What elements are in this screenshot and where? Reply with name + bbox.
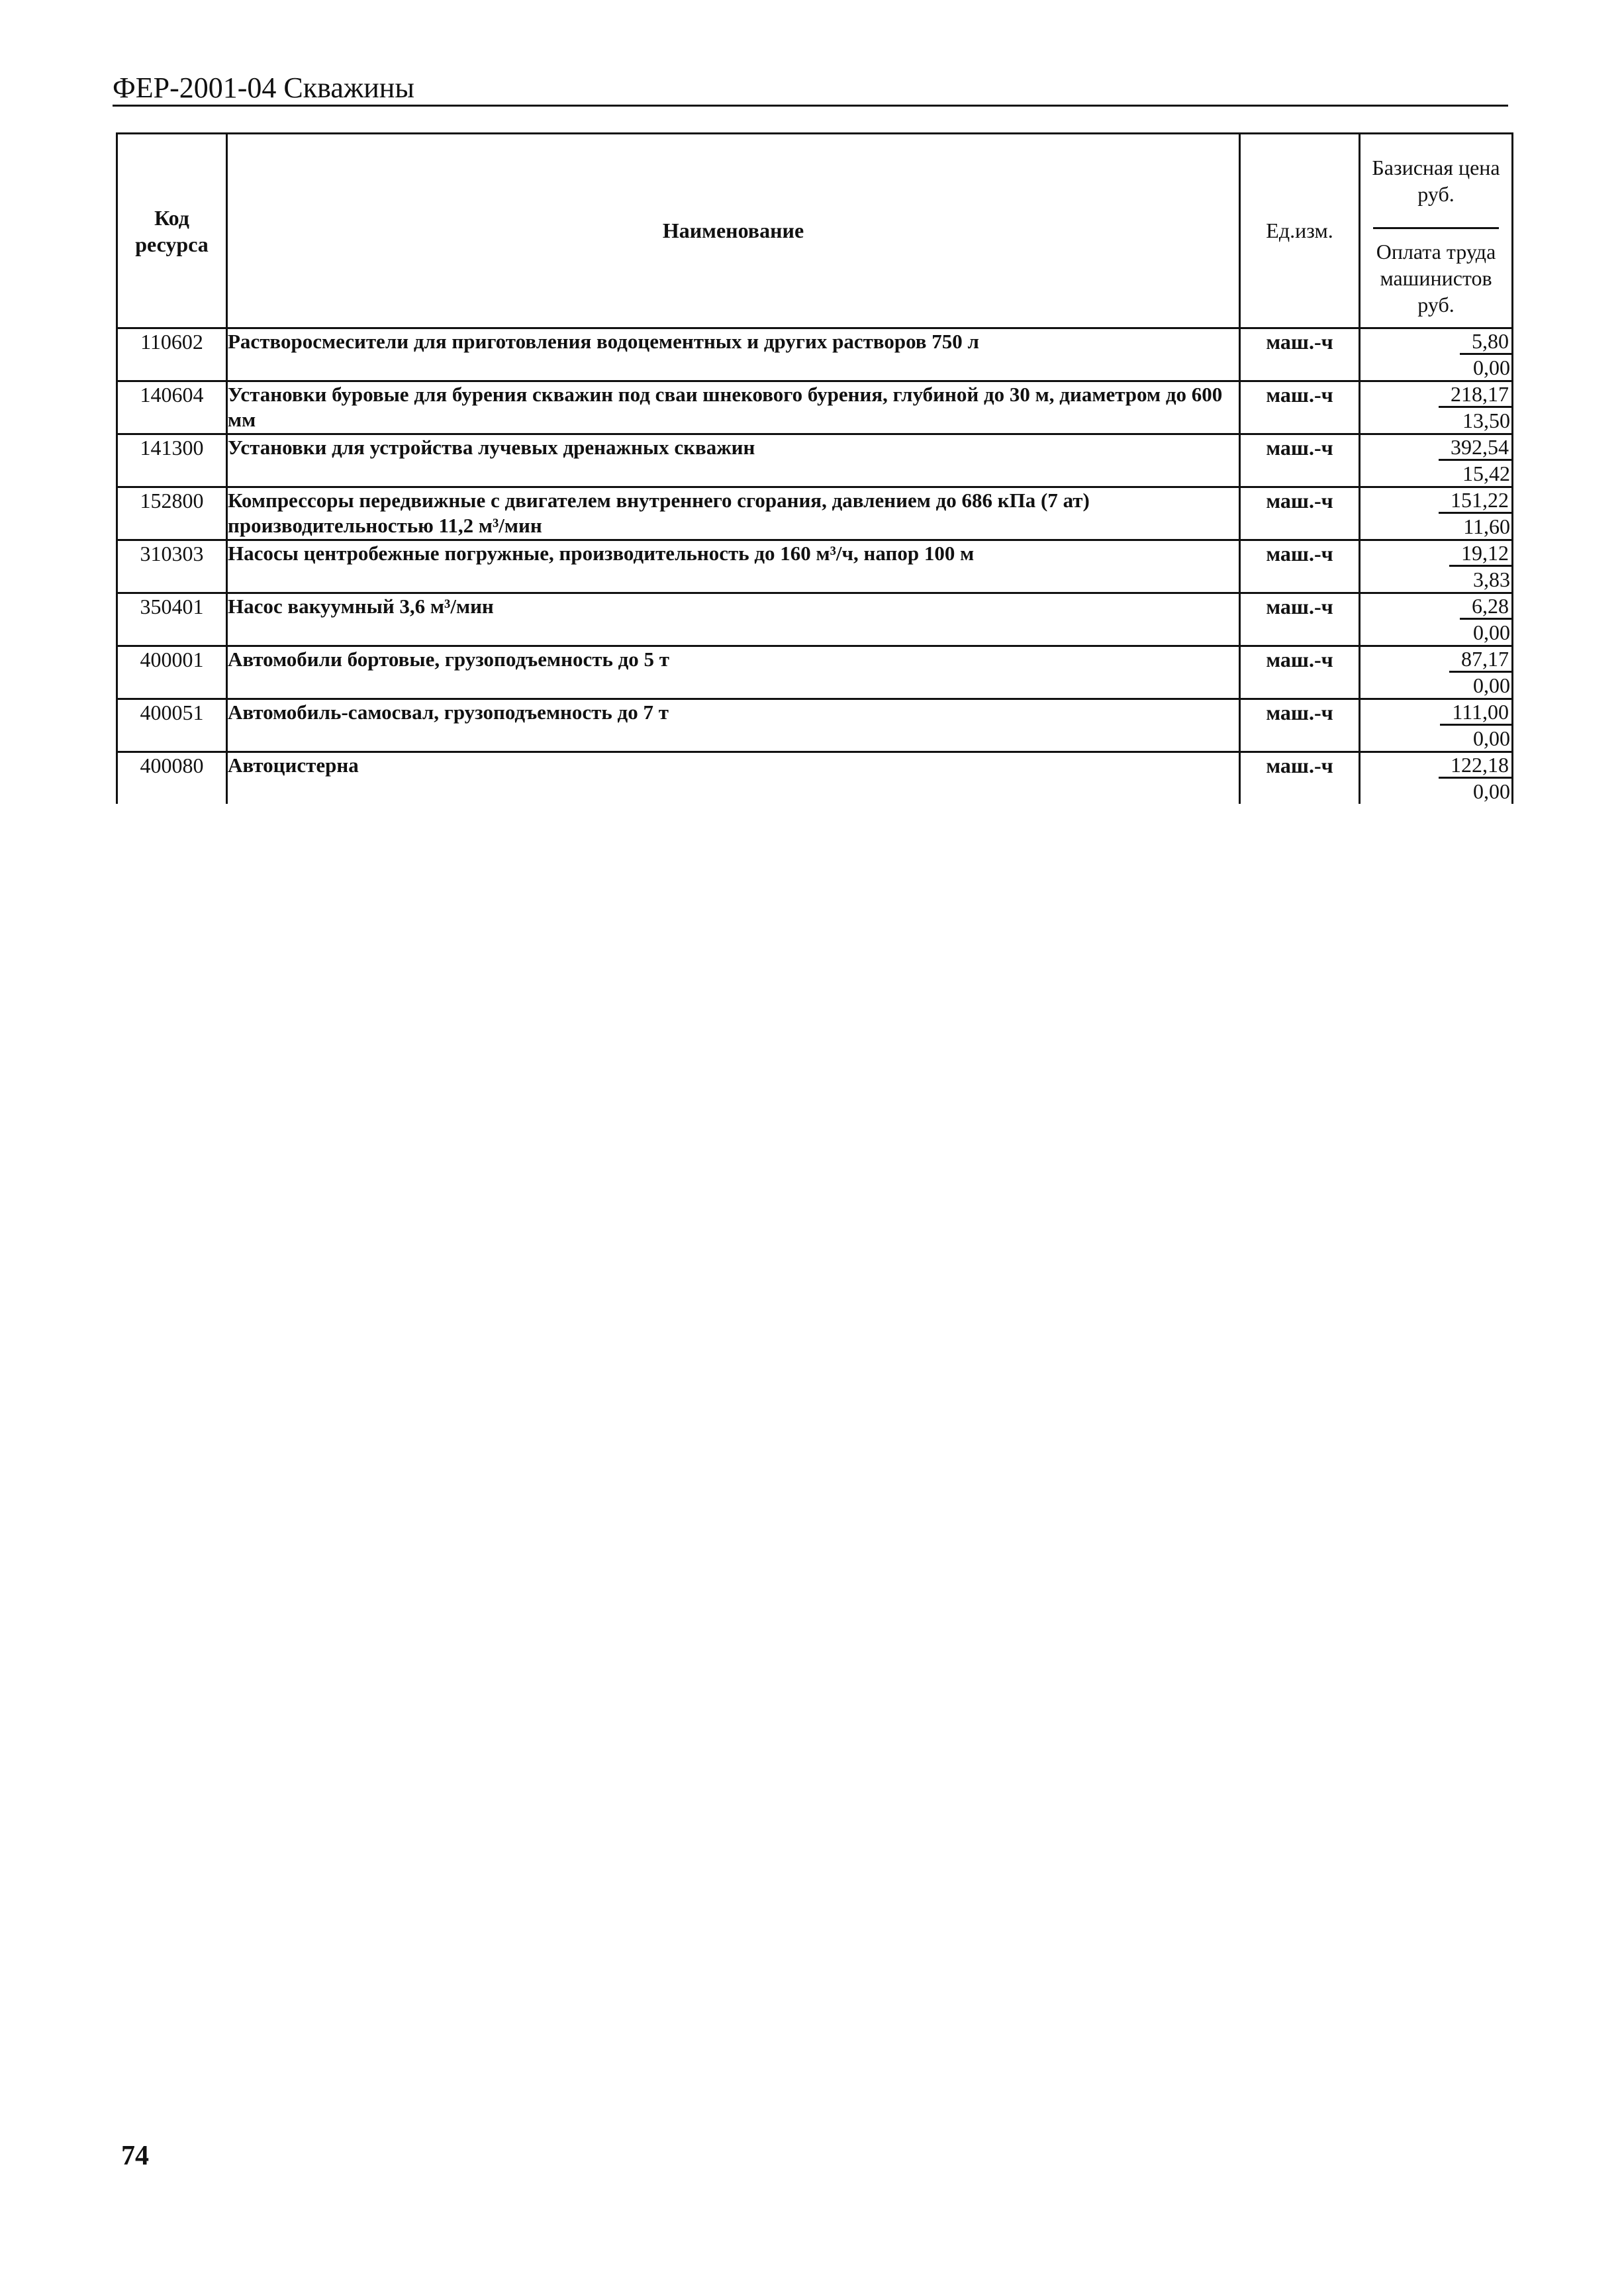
resource-unit: маш.-ч	[1240, 699, 1360, 752]
table-body	[117, 328, 1513, 805]
base-price: 19,12	[1449, 541, 1511, 567]
resource-code: 152800	[117, 487, 227, 540]
resource-name: Автоцистерна	[227, 752, 1240, 805]
resource-price-cell	[1360, 646, 1513, 699]
table-header-row	[117, 134, 1513, 328]
col-header-name: Наименование	[227, 134, 1240, 328]
resource-name: Компрессоры передвижные с двигателем внутреннего сгорания, давлением до 686 кПа (7 ат) производительностью 11,2 м³/мин	[227, 487, 1240, 540]
resource-unit: маш.-ч	[1240, 593, 1360, 646]
resource-price-cell	[1360, 434, 1513, 487]
resource-code: 140604	[117, 381, 227, 434]
col-header-price-pay: Оплата труда машинистов руб.	[1376, 240, 1496, 317]
resource-code: 400051	[117, 699, 227, 752]
resource-code: 400080	[117, 752, 227, 805]
base-price: 6,28	[1460, 594, 1511, 620]
resource-unit: маш.-ч	[1240, 487, 1360, 540]
resource-unit: маш.-ч	[1240, 540, 1360, 593]
resource-price-cell	[1360, 593, 1513, 646]
table-row	[117, 434, 1513, 487]
resource-unit: маш.-ч	[1240, 328, 1360, 381]
resource-unit: маш.-ч	[1240, 646, 1360, 699]
resource-code: 350401	[117, 593, 227, 646]
document-header-title: ФЕР-2001-04 Скважины	[113, 72, 414, 104]
resource-name: Автомобили бортовые, грузоподъемность до 5 т	[227, 646, 1240, 699]
operator-pay: 11,60	[1463, 514, 1510, 538]
resource-price-cell	[1360, 381, 1513, 434]
resource-name: Растворосмесители для приготовления водоцементных и других растворов 750 л	[227, 328, 1240, 381]
resource-unit: маш.-ч	[1240, 752, 1360, 805]
table-row	[117, 699, 1513, 752]
resource-unit: маш.-ч	[1240, 381, 1360, 434]
resource-table	[116, 132, 1513, 804]
table-row	[117, 752, 1513, 805]
resource-price-cell	[1360, 487, 1513, 540]
resource-price-cell	[1360, 699, 1513, 752]
table-row	[117, 540, 1513, 593]
resource-name: Установки для устройства лучевых дренажных скважин	[227, 434, 1240, 487]
resource-name: Насос вакуумный 3,6 м³/мин	[227, 593, 1240, 646]
resource-price-cell	[1360, 752, 1513, 805]
col-header-price-base: Базисная цена руб.	[1372, 156, 1500, 206]
table-row	[117, 328, 1513, 381]
col-header-code: Код ресурса	[117, 134, 227, 328]
operator-pay: 13,50	[1462, 409, 1510, 432]
resource-name: Автомобиль-самосвал, грузоподъемность до 7 т	[227, 699, 1240, 752]
page-number: 74	[121, 2141, 149, 2171]
resource-name: Установки буровые для бурения скважин под сваи шнекового бурения, глубиной до 30 м, диаметром до 600 мм	[227, 381, 1240, 434]
base-price: 111,00	[1440, 700, 1511, 726]
col-header-price	[1360, 134, 1513, 328]
operator-pay: 15,42	[1462, 462, 1510, 485]
base-price: 5,80	[1460, 329, 1511, 355]
resource-name: Насосы центробежные погружные, производительность до 160 м³/ч, напор 100 м	[227, 540, 1240, 593]
resource-code: 400001	[117, 646, 227, 699]
operator-pay: 0,00	[1473, 726, 1510, 750]
operator-pay: 0,00	[1473, 620, 1510, 644]
header-rule	[113, 105, 1508, 107]
resource-code: 310303	[117, 540, 227, 593]
base-price: 392,54	[1439, 435, 1511, 461]
table-row	[117, 646, 1513, 699]
operator-pay: 3,83	[1473, 567, 1510, 591]
table-row	[117, 381, 1513, 434]
base-price: 151,22	[1439, 488, 1511, 514]
base-price: 218,17	[1439, 382, 1511, 408]
resource-price-cell	[1360, 328, 1513, 381]
resource-code: 141300	[117, 434, 227, 487]
base-price: 122,18	[1439, 753, 1511, 779]
col-header-unit: Ед.изм.	[1240, 134, 1360, 328]
operator-pay: 0,00	[1473, 779, 1510, 803]
base-price: 87,17	[1449, 647, 1511, 673]
table-row	[117, 487, 1513, 540]
resource-unit: маш.-ч	[1240, 434, 1360, 487]
resource-code: 110602	[117, 328, 227, 381]
table-row	[117, 593, 1513, 646]
resource-price-cell	[1360, 540, 1513, 593]
operator-pay: 0,00	[1473, 356, 1510, 379]
operator-pay: 0,00	[1473, 673, 1510, 697]
